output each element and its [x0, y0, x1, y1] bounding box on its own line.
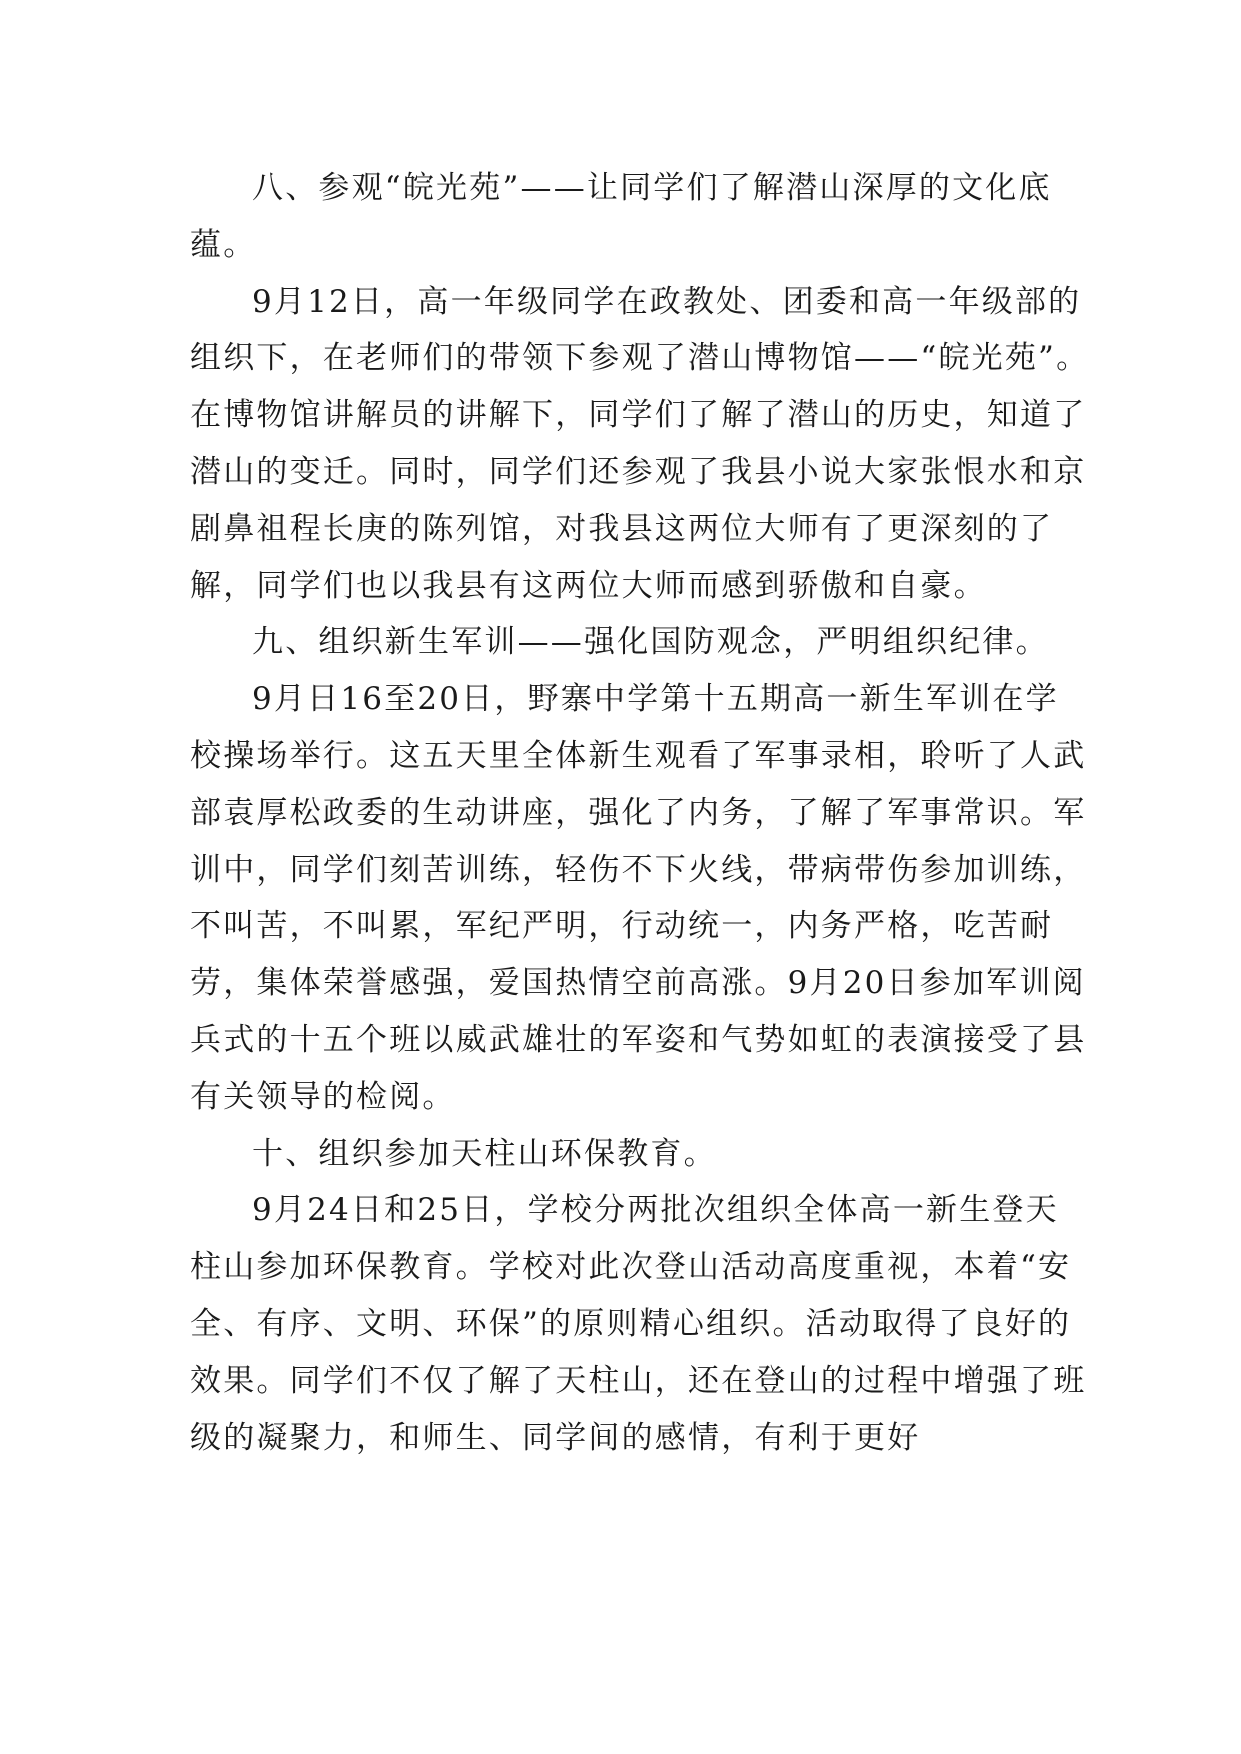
section-8-body: 9月12日，高一年级同学在政教处、团委和高一年级部的组织下，在老师们的带领下参观了潜山博物馆——“皖光苑”。在博物馆讲解员的讲解下，同学们了解了潜山的历史，知道了潜山的变迁。同时，同学们还参观了我县小说大家张恨水和京剧鼻祖程长庚的陈列馆，对我县这两位大师有了更深刻的了解，同学们也以我县有这两位大师而感到骄傲和自豪。	[190, 283, 1090, 604]
section-10-heading: 十、组织参加天柱山环保教育。	[252, 1135, 717, 1172]
document-body	[190, 160, 1090, 1466]
section-9-heading: 九、组织新生军训——强化国防观念，严明组织纪律。	[252, 624, 1049, 661]
section-8-heading: 八、参观“皖光苑”——让同学们了解潜山深厚的文化底蕴。	[190, 170, 1052, 263]
section-10-body: 9月24日和25日，学校分两批次组织全体高一新生登天柱山参加环保教育。学校对此次登山活动高度重视，本着“安全、有序、文明、环保”的原则精心组织。活动取得了良好的效果。同学们不仅了解了天柱山，还在登山的过程中增强了班级的凝聚力，和师生、同学间的感情，有利于更好	[190, 1192, 1087, 1456]
section-9-body: 9月日16至20日，野寨中学第十五期高一新生军训在学校操场举行。这五天里全体新生观看了军事录相，聆听了人武部袁厚松政委的生动讲座，强化了内务，了解了军事常识。军训中，同学们刻苦训练，轻伤不下火线，带病带伤参加训练，不叫苦，不叫累，军纪严明，行动统一，内务严格，吃苦耐劳，集体荣誉感强，爱国热情空前高涨。9月20日参加军训阅兵式的十五个班以威武雄壮的军姿和气势如虹的表演接受了县有关领导的检阅。	[190, 681, 1087, 1115]
